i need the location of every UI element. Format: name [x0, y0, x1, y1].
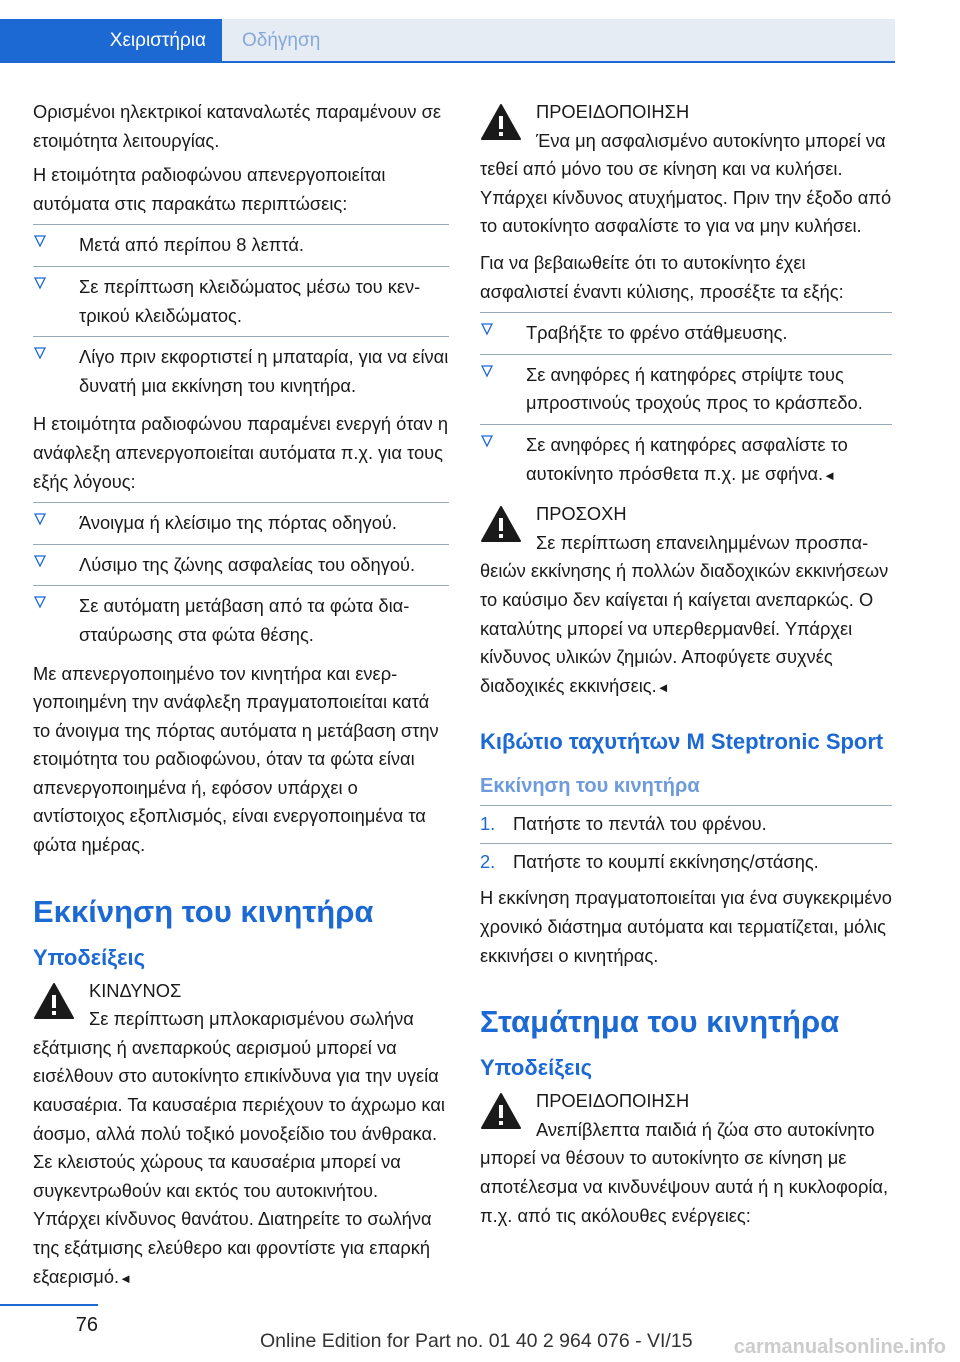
- left-column: [33, 98, 449, 1301]
- list-item: [480, 843, 892, 881]
- danger-notice: [33, 977, 449, 1294]
- step-text: Πατήστε το κουμπί εκκίνησης/στάσης.: [513, 850, 819, 872]
- notice-title: ΚΙΝΔΥΝΟΣ: [89, 979, 182, 1001]
- list-item: [33, 224, 449, 266]
- list-item-text: Σε ανηφόρες ή κατηφόρες ασφαλίστε το αυτοκίνητο πρόσθετα π.χ. με σφήνα.: [526, 433, 848, 484]
- triangle-bullet-icon: [33, 234, 47, 248]
- footer-divider: [0, 1304, 98, 1306]
- triangle-bullet-icon: [33, 595, 47, 609]
- list-item-text: Τραβήξτε το φρένο στάθμευσης.: [526, 322, 788, 344]
- edition-note: Online Edition for Part no. 01 40 2 964 076 - VI/15: [260, 1330, 693, 1352]
- step-text: Πατήστε το πεντάλ του φρένου.: [513, 813, 767, 835]
- list-item: [480, 805, 892, 843]
- tab-driving[interactable]: Οδήγηση: [222, 19, 895, 61]
- triangle-bullet-icon: [33, 346, 47, 360]
- tab-controls[interactable]: Χειριστήρια: [0, 19, 222, 61]
- notice-text: Ανεπίβλεπτα παιδιά ή ζώα στο αυτοκίνητο μπορεί να θέσουν το αυτοκίνητο σε κίνηση με αποτέλεσμα να κινδυνέψουν αυτά ή η κυκλοφορία, π.χ. από τις ακόλουθες ενέργειες:: [480, 1118, 889, 1226]
- list-item: [480, 424, 892, 496]
- paragraph: Για να βεβαιωθείτε ότι το αυτοκίνητο έχει ασφαλιστεί έναντι κύλισης, προσέξτε τα εξής:: [480, 251, 844, 302]
- list-item-text: Σε περίπτωση κλειδώματος μέσω του κεντρικού κλειδώματος.: [79, 275, 421, 326]
- warning-notice: [480, 1087, 892, 1230]
- paragraph: Με απενεργοποιημένο τον κινητήρα και ενεργοποιημένη την ανάφλεξη πραγματοποιείται κατά το άνοιγμα της πόρτας αυτόματα η μετάβαση στην ετοιμότητα του ραδιοφώνου, όταν τα φώτα είναι απενεργοποιημένα ή, εφόσον υπάρχει ο αντίστοιχος εξοπλισμός, είναι ενεργοποιημένα τα φώτα ημέρας.: [33, 662, 439, 856]
- notice-title: ΠΡΟΕΙΔΟΠΟΙΗΣΗ: [536, 101, 690, 122]
- list-item: [33, 336, 449, 406]
- notice-text: Σε περίπτωση μπλοκαρισμένου σωλήνα εξάτμισης ή ανεπαρκούς αερισμού μπορεί να εισέλθουν στο αυτοκίνητο επικίνδυνα για την υγεία καυσαέρια. Τα καυσαέρια περιέχουν το άχρωμο και άοσμο, αλλά πολύ τοξικό μονοξείδιο του άνθρακα. Σε κλειστούς χώρους τα καυσαέρια μπορεί να συγκεντρωθούν και εκτός του αυτοκινήτου. Υπάρχει κίνδυνος θανάτου. Διατηρείτε το σωλήνα της εξάτμισης ελεύθερο και φροντίστε για επαρκή εξαερισμό.: [33, 1008, 445, 1287]
- warning-triangle-icon: [480, 102, 522, 142]
- triangle-bullet-icon: [480, 364, 494, 378]
- warning-triangle-icon: [33, 981, 75, 1021]
- list-item-text: Σε ανηφόρες ή κατηφόρες στρίψτε τους μπροστινούς τροχούς προς το κράσπεδο.: [526, 363, 863, 414]
- list-item: [33, 266, 449, 336]
- triangle-bullet-icon: [33, 512, 47, 526]
- notice-title: ΠΡΟΕΙΔΟΠΟΙΗΣΗ: [536, 1090, 690, 1112]
- step-number: 2.: [480, 850, 496, 872]
- triangle-bullet-icon: [33, 554, 47, 568]
- list-item: [480, 312, 892, 354]
- watermark: carmanualsonline.info: [733, 1336, 946, 1358]
- list-item-text: Μετά από περίπου 8 λεπτά.: [79, 234, 304, 256]
- step-number: 1.: [480, 813, 496, 835]
- end-mark: ◄: [823, 467, 836, 483]
- minor-heading: Εκκίνηση του κινητήρα: [480, 775, 700, 798]
- warning-triangle-icon: [480, 504, 522, 544]
- paragraph: Η ετοιμότητα ραδιοφώνου απενεργοποιείται αυτόματα στις παρακάτω περιπτώσεις:: [33, 164, 386, 214]
- subsection-heading: Υποδείξεις: [480, 1055, 593, 1081]
- end-mark: ◄: [119, 1270, 132, 1286]
- triangle-bullet-icon: [33, 276, 47, 290]
- list-item: [33, 502, 449, 544]
- list-item: [480, 354, 892, 424]
- bullet-list: [33, 502, 449, 655]
- right-column: [480, 98, 892, 1238]
- list-item: [33, 585, 449, 655]
- caution-notice: [480, 500, 892, 702]
- list-item: [33, 544, 449, 586]
- bullet-list: [33, 224, 449, 406]
- paragraph: Η ετοιμότητα ραδιοφώνου παραμένει ενεργή όταν η ανάφλεξη απενεργοποιείται αυτόματα π.χ. για τους εξής λόγους:: [33, 413, 449, 492]
- list-item-text: Λίγο πριν εκφορτιστεί η μπαταρία, για να είναι δυνατή μια εκκίνηση του κινητήρα.: [79, 346, 449, 396]
- page-number: 76: [75, 1314, 98, 1336]
- triangle-bullet-icon: [480, 322, 494, 336]
- list-item-text: Σε αυτόματη μετάβαση από τα φώτα διασταύρωσης στα φώτα θέσης.: [79, 595, 410, 645]
- bullet-list: [480, 312, 892, 496]
- header-divider: [0, 61, 895, 63]
- warning-triangle-icon: [480, 1091, 522, 1131]
- paragraph: Ορισμένοι ηλεκτρικοί καταναλωτές παραμένουν σε ετοιμότητα λειτουργίας.: [33, 101, 441, 151]
- warning-notice: [480, 98, 892, 241]
- triangle-bullet-icon: [480, 434, 494, 448]
- notice-text: Σε περίπτωση επανειλημμένων προσπαθειών εκκίνησης ή πολλών διαδοχικών εκκινήσεων το καύσιμο δεν καίγεται ή καίγεται ανεπαρκώς. Ο καταλύτης μπορεί να υπερθερμανθεί. Υπάρχει κίνδυνος υλικών ζημιών. Αποφύγετε συχνές διαδοχικές εκκινήσεις.: [480, 531, 889, 696]
- subsection-heading: Κιβώτιο ταχυτήτων M Steptronic Sport: [480, 729, 884, 755]
- section-heading: Εκκίνηση του κινητήρα: [33, 893, 374, 929]
- list-item-text: Λύσιμο της ζώνης ασφαλείας του οδηγού.: [79, 553, 416, 575]
- list-item-text: Άνοιγμα ή κλείσιμο της πόρτας οδηγού.: [79, 512, 397, 534]
- notice-title: ΠΡΟΣΟΧΗ: [536, 503, 627, 525]
- section-heading: Σταμάτημα του κινητήρα: [480, 1004, 840, 1040]
- numbered-list: [480, 805, 892, 880]
- notice-text: Ένα μη ασφαλισμένο αυτοκίνητο μπορεί να τεθεί από μόνο του σε κίνηση και να κυλήσει. Υπάρχει κίνδυνος ατυχήματος. Πριν την έξοδο από το αυτοκίνητο ασφαλίστε το για να μην κυλήσει.: [480, 129, 892, 237]
- page-header: [0, 0, 960, 62]
- paragraph: Η εκκίνηση πραγματοποιείται για ένα συγκεκριμένο χρονικό διάστημα αυτόματα και τερματίζεται, μόλις εκκινήσει ο κινητήρας.: [480, 887, 892, 966]
- end-mark: ◄: [656, 679, 670, 695]
- subsection-heading: Υποδείξεις: [33, 944, 146, 970]
